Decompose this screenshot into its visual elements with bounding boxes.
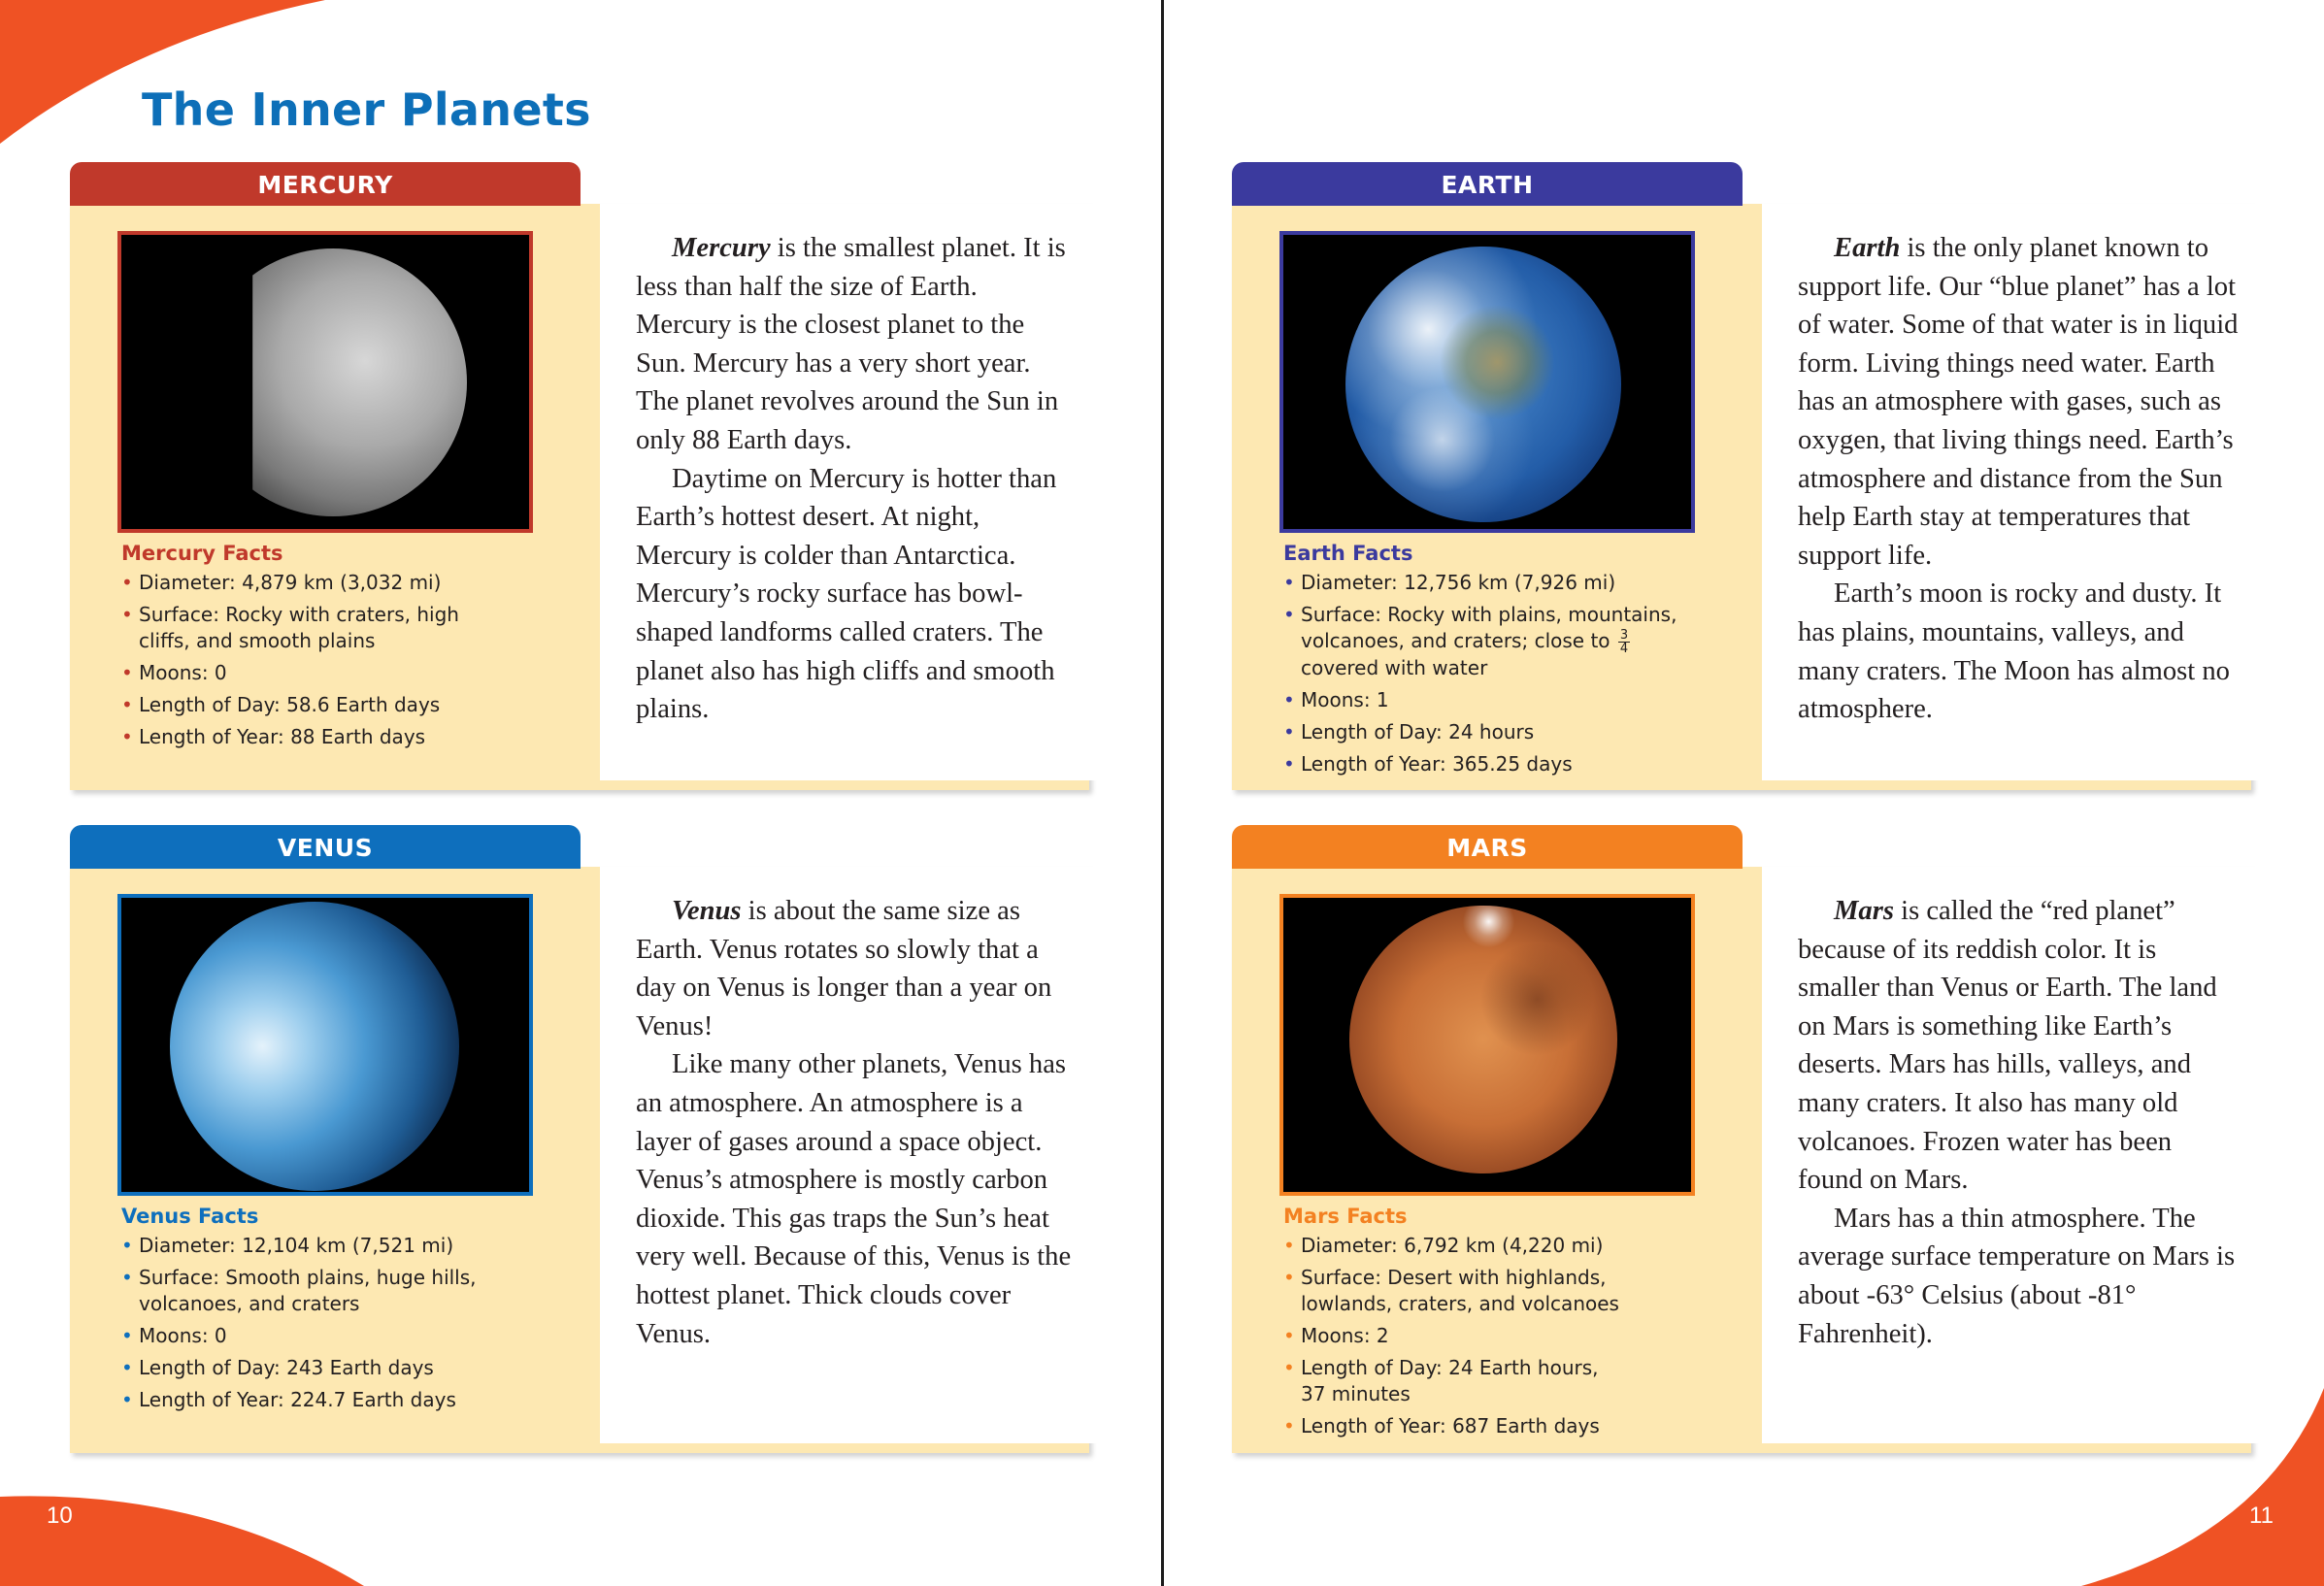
- venus-facts: [121, 1205, 548, 1419]
- mars-facts: [1283, 1205, 1710, 1445]
- earth-lead-word: Earth: [1834, 233, 1901, 263]
- earth-paragraph-2: Earth’s moon is rocky and dusty. It has plains, mountains, valleys, and many craters. The Moon has almost no atmosphere.: [1798, 578, 2230, 725]
- earth-fact-surface-after: covered with water: [1301, 656, 1488, 679]
- mars-text: [1762, 867, 2261, 1443]
- mars-planet-image: [1349, 906, 1617, 1173]
- mercury-fact-surface: • Surface: Rocky with craters, high cliffs, and smooth plains: [121, 602, 510, 654]
- mercury-panel: [70, 204, 1089, 790]
- mercury-facts-title: Mercury Facts: [121, 542, 283, 565]
- venus-tab: VENUS: [70, 825, 581, 869]
- mercury-card: [70, 162, 1091, 790]
- mercury-paragraph-2: Daytime on Mercury is hotter than Earth’s hottest desert. At night, Mercury is colder than Antarctica. Mercury’s rocky surface has bowl-shaped landforms called craters. The planet also has high cliffs and smooth plains.: [636, 463, 1057, 725]
- mercury-facts-list: [121, 570, 548, 750]
- mars-facts-list: [1283, 1233, 1710, 1439]
- venus-facts-title: Venus Facts: [121, 1205, 259, 1228]
- mars-facts-title: Mars Facts: [1283, 1205, 1408, 1228]
- earth-tab: EARTH: [1232, 162, 1743, 206]
- earth-paragraph-1-body: is the only planet known to support life. Our “blue planet” has a lot of water. Some of that water is in liquid form. Living things need water. Earth has an atmosphere with gases, such as oxygen, that living things need. Earth’s atmosphere and distance from the Sun help Earth stay at temperatures that support life.: [1798, 233, 2239, 571]
- mars-photo: [1279, 894, 1695, 1196]
- mars-fact-moons: • Moons: 2: [1283, 1323, 1710, 1349]
- mars-panel: [1232, 867, 2251, 1453]
- mercury-fact-day: • Length of Day: 58.6 Earth days: [121, 692, 548, 718]
- earth-text: [1762, 204, 2261, 780]
- mercury-fact-moons: • Moons: 0: [121, 660, 548, 686]
- earth-fact-year: • Length of Year: 365.25 days: [1283, 751, 1710, 777]
- earth-fact-surface-before: Surface: Rocky with plains, mountains, volcanoes, and craters; close to: [1301, 603, 1677, 652]
- earth-card: [1232, 162, 2253, 790]
- mars-fact-day: • Length of Day: 24 Earth hours, 37 minutes: [1283, 1355, 1604, 1407]
- venus-card: [70, 825, 1091, 1453]
- venus-fact-day: • Length of Day: 243 Earth days: [121, 1355, 548, 1381]
- venus-paragraph-1: [636, 892, 1079, 1045]
- book-spine: [1161, 0, 1164, 1586]
- earth-facts-list: [1283, 570, 1710, 777]
- venus-panel: [70, 867, 1089, 1453]
- fraction-three-quarters: [1618, 629, 1630, 655]
- venus-photo: [117, 894, 533, 1196]
- earth-paragraph-1: [1798, 229, 2241, 575]
- venus-fact-surface: • Surface: Smooth plains, huge hills, volcanoes, and craters: [121, 1265, 510, 1317]
- earth-planet-image: [1345, 247, 1621, 522]
- fraction-numerator: 3: [1619, 628, 1629, 643]
- mercury-facts: [121, 542, 548, 756]
- page-number-right: 11: [2249, 1503, 2274, 1529]
- mars-fact-diameter: • Diameter: 6,792 km (4,220 mi): [1283, 1233, 1710, 1259]
- page-title: The Inner Planets: [142, 83, 591, 136]
- earth-panel: [1232, 204, 2251, 790]
- mars-fact-surface: • Surface: Desert with highlands, lowlands, craters, and volcanoes: [1283, 1265, 1701, 1317]
- fraction-denominator: 4: [1619, 642, 1629, 656]
- mars-lead-word: Mars: [1834, 896, 1894, 926]
- mercury-text: [600, 204, 1099, 780]
- mercury-paragraph-1: [636, 229, 1079, 460]
- mars-card: [1232, 825, 2253, 1453]
- earth-fact-moons: • Moons: 1: [1283, 687, 1710, 713]
- earth-fact-diameter: • Diameter: 12,756 km (7,926 mi): [1283, 570, 1710, 596]
- venus-fact-diameter: • Diameter: 12,104 km (7,521 mi): [121, 1233, 548, 1259]
- mars-paragraph-1-body: is called the “red planet” because of its reddish color. It is smaller than Venus or Earth. The land on Mars is something like Earth’s deserts. Mars has hills, valleys, and many craters. It also has many old volcanoes. Frozen water has been found on Mars.: [1798, 896, 2217, 1196]
- venus-paragraph-1-body: is about the same size as Earth. Venus rotates so slowly that a day on Venus is longer than a year on Venus!: [636, 896, 1052, 1041]
- mercury-planet-image: [199, 248, 467, 516]
- mercury-photo: [117, 231, 533, 533]
- mars-paragraph-2: Mars has a thin atmosphere. The average surface temperature on Mars is about -63° Celsius (about -81° Fahrenheit).: [1798, 1203, 2236, 1349]
- mars-paragraph-1: [1798, 892, 2241, 1200]
- mercury-paragraph-1-body: is the smallest planet. It is less than half the size of Earth. Mercury is the closest planet to the Sun. Mercury has a very short year. The planet revolves around the Sun in only 88 Earth days.: [636, 233, 1066, 455]
- venus-fact-moons: • Moons: 0: [121, 1323, 548, 1349]
- mars-tab: MARS: [1232, 825, 1743, 869]
- mercury-fact-diameter: • Diameter: 4,879 km (3,032 mi): [121, 570, 548, 596]
- venus-fact-year: • Length of Year: 224.7 Earth days: [121, 1387, 548, 1413]
- earth-facts-title: Earth Facts: [1283, 542, 1413, 565]
- mercury-fact-year: • Length of Year: 88 Earth days: [121, 724, 548, 750]
- venus-lead-word: Venus: [672, 896, 742, 926]
- venus-facts-list: [121, 1233, 548, 1413]
- venus-text: [600, 867, 1099, 1443]
- earth-facts: [1283, 542, 1710, 783]
- earth-photo: [1279, 231, 1695, 533]
- mercury-lead-word: Mercury: [672, 233, 771, 263]
- earth-fact-day: • Length of Day: 24 hours: [1283, 719, 1710, 745]
- mercury-tab: MERCURY: [70, 162, 581, 206]
- venus-paragraph-2: Like many other planets, Venus has an atmosphere. An atmosphere is a layer of gases around a space object. Venus’s atmosphere is mostly carbon dioxide. This gas traps the Sun’s heat very well. Because of this, Venus is the hottest planet. Thick clouds cover Venus.: [636, 1049, 1072, 1349]
- venus-planet-image: [170, 902, 459, 1191]
- mars-fact-year: • Length of Year: 687 Earth days: [1283, 1413, 1710, 1439]
- page-number-left: 10: [47, 1503, 73, 1529]
- earth-fact-surface: [1283, 602, 1701, 681]
